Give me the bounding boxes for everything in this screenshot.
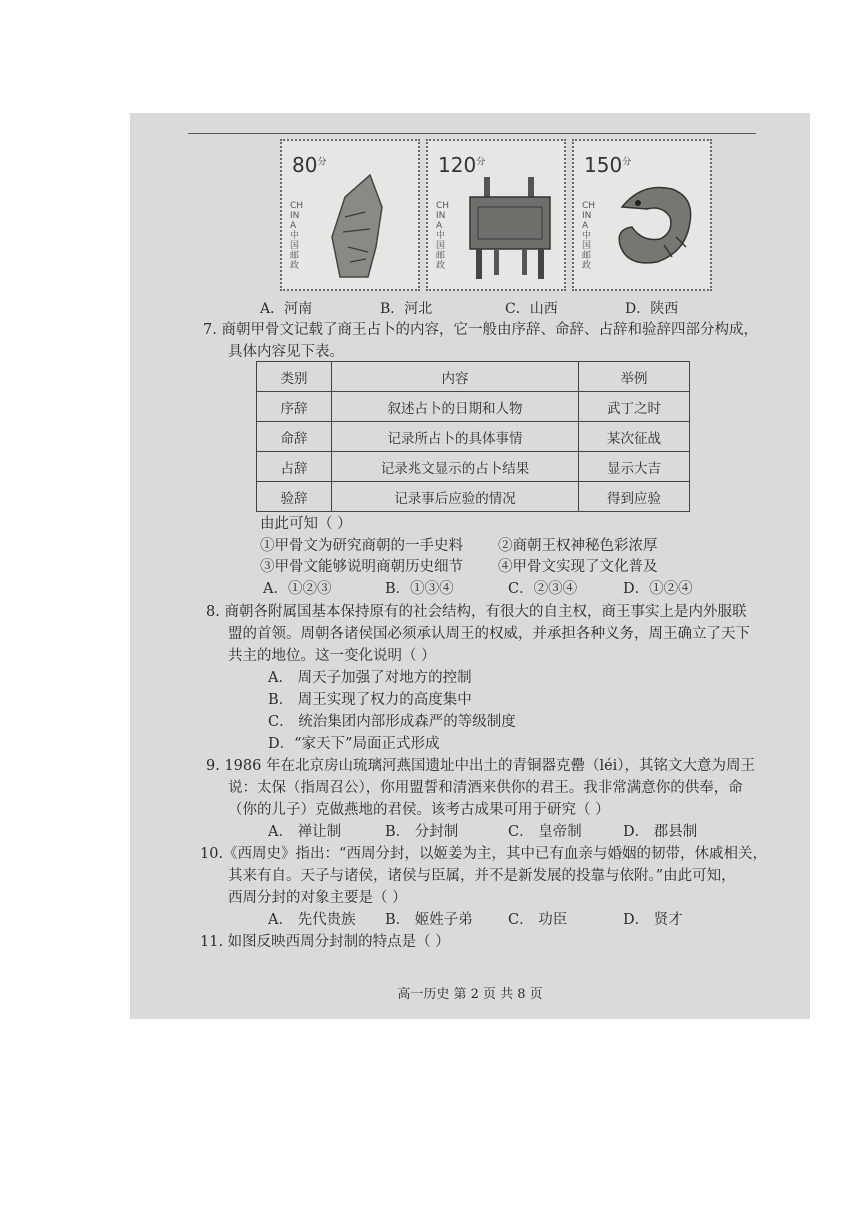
q7-item-2: ②商朝王权神秘色彩浓厚	[498, 538, 658, 554]
page-footer: 高一历史 第 2 页 共 8 页	[397, 987, 543, 1002]
q7-stem-line2: 具体内容见下表。	[228, 344, 344, 360]
q10-option-b[interactable]: B． 姬姓子弟	[385, 912, 473, 928]
exam-page	[130, 113, 810, 1019]
q7-option-d[interactable]: D．①②④	[623, 581, 693, 597]
q10-option-a[interactable]: A． 先代贵族	[268, 912, 356, 928]
table-row	[257, 452, 690, 482]
q7-item-4: ④甲骨文实现了文化普及	[498, 559, 658, 575]
q9-stem-line1: 9. 1986 年在北京房山琉璃河燕国遗址中出土的青铜器克罍（léi），其铭文大意为周王	[206, 758, 756, 774]
table-row	[257, 422, 690, 452]
q10-stem-line1: 10.《西周史》指出：“西周分封，以姬姜为主，其中已有血亲与婚姻的韧带，休戚相关，	[200, 846, 767, 862]
q8-option-a[interactable]: A． 周天子加强了对地方的控制	[268, 670, 472, 686]
table-cell: 记录事后应验的情况	[332, 482, 579, 512]
stamp-country: CHINA 中国邮政	[582, 201, 596, 271]
q9-stem-line3: （你的儿子）克做燕地的君侯。该考古成果可用于研究（ ）	[228, 802, 610, 818]
q9-option-d[interactable]: D． 郡县制	[623, 824, 698, 840]
q9-stem-line2: 说：太保（指周召公），你用盟誓和清酒来供你的君王。我非常满意你的供奉，命	[228, 780, 743, 796]
table-header-row	[257, 362, 690, 392]
q7-question: 由此可知（ ）	[260, 516, 352, 532]
table-cell: 显示大吉	[579, 452, 690, 482]
q7-item-3: ③甲骨文能够说明商朝历史细节	[260, 559, 463, 575]
table-cell: 验辞	[257, 482, 332, 512]
stamp-value: $120^分$	[438, 153, 486, 177]
q11-stem: 11. 如图反映西周分封制的特点是（ ）	[200, 934, 450, 950]
q10-option-d[interactable]: D． 贤才	[623, 912, 683, 928]
table-cell: 叙述占卜的日期和人物	[332, 392, 579, 422]
table-header: 举例	[579, 362, 690, 392]
table-cell: 记录兆文显示的占卜结果	[332, 452, 579, 482]
q7-option-a[interactable]: A．①②③	[263, 581, 332, 597]
table-cell: 序辞	[257, 392, 332, 422]
q8-option-d[interactable]: D．“家天下”局面正式形成	[268, 736, 440, 752]
q7-item-1: ①甲骨文为研究商朝的一手史料	[260, 538, 463, 554]
q9-option-b[interactable]: B． 分封制	[385, 824, 459, 840]
q6-option-b[interactable]: B．河北	[380, 301, 433, 317]
q10-option-c[interactable]: C． 功臣	[508, 912, 568, 928]
q10-stem-line3: 西周分封的对象主要是（ ）	[228, 890, 407, 906]
table-row	[257, 482, 690, 512]
stamp-country: CHINA 中国邮政	[290, 201, 304, 271]
stamp-country: CHINA 中国邮政	[436, 201, 450, 271]
stamp-80	[280, 139, 420, 291]
q6-option-c[interactable]: C．山西	[505, 301, 558, 317]
divination-table	[256, 361, 690, 512]
q7-option-c[interactable]: C．②③④	[508, 581, 578, 597]
q8-stem-line1: 8. 商朝各附属国基本保持原有的社会结构，有很大的自主权，商王事实上是内外服联	[206, 604, 747, 620]
stamp-150	[572, 139, 712, 291]
jade-dragon-icon	[602, 167, 712, 287]
oracle-bone-icon	[310, 167, 410, 287]
stamp-value: $150^分$	[584, 153, 632, 177]
q7-stem-line1: 7. 商朝甲骨文记载了商王占卜的内容，它一般由序辞、命辞、占辞和验辞四部分构成，	[203, 322, 758, 338]
table-cell: 某次征战	[579, 422, 690, 452]
table-cell: 武丁之时	[579, 392, 690, 422]
bronze-ding-icon	[456, 167, 566, 287]
q6-option-a[interactable]: A．河南	[260, 301, 313, 317]
table-row	[257, 392, 690, 422]
header-rule	[188, 133, 756, 134]
q10-stem-line2: 其来有自。天子与诸侯，诸侯与臣属，并不是新发展的投靠与依附。”由此可知，	[228, 868, 736, 884]
table-cell: 记录所占卜的具体事情	[332, 422, 579, 452]
table-header: 内容	[332, 362, 579, 392]
q8-stem-line3: 共主的地位。这一变化说明（ ）	[228, 648, 436, 664]
q8-stem-line2: 盟的首领。周朝各诸侯国必须承认周王的权威，并承担各种义务，周王确立了天下	[228, 626, 750, 642]
q6-option-d[interactable]: D．陕西	[625, 301, 679, 317]
table-cell: 占辞	[257, 452, 332, 482]
q8-option-c[interactable]: C． 统治集团内部形成森严的等级制度	[268, 714, 516, 730]
stamp-value: $80^分$	[292, 153, 327, 177]
q7-option-b[interactable]: B．①③④	[385, 581, 454, 597]
q9-option-a[interactable]: A． 禅让制	[268, 824, 342, 840]
table-cell: 命辞	[257, 422, 332, 452]
table-cell: 得到应验	[579, 482, 690, 512]
stamp-120	[426, 139, 566, 291]
stamp-sheet	[280, 139, 730, 295]
table-header: 类别	[257, 362, 332, 392]
q8-option-b[interactable]: B． 周王实现了权力的高度集中	[268, 692, 472, 708]
q9-option-c[interactable]: C． 皇帝制	[508, 824, 582, 840]
